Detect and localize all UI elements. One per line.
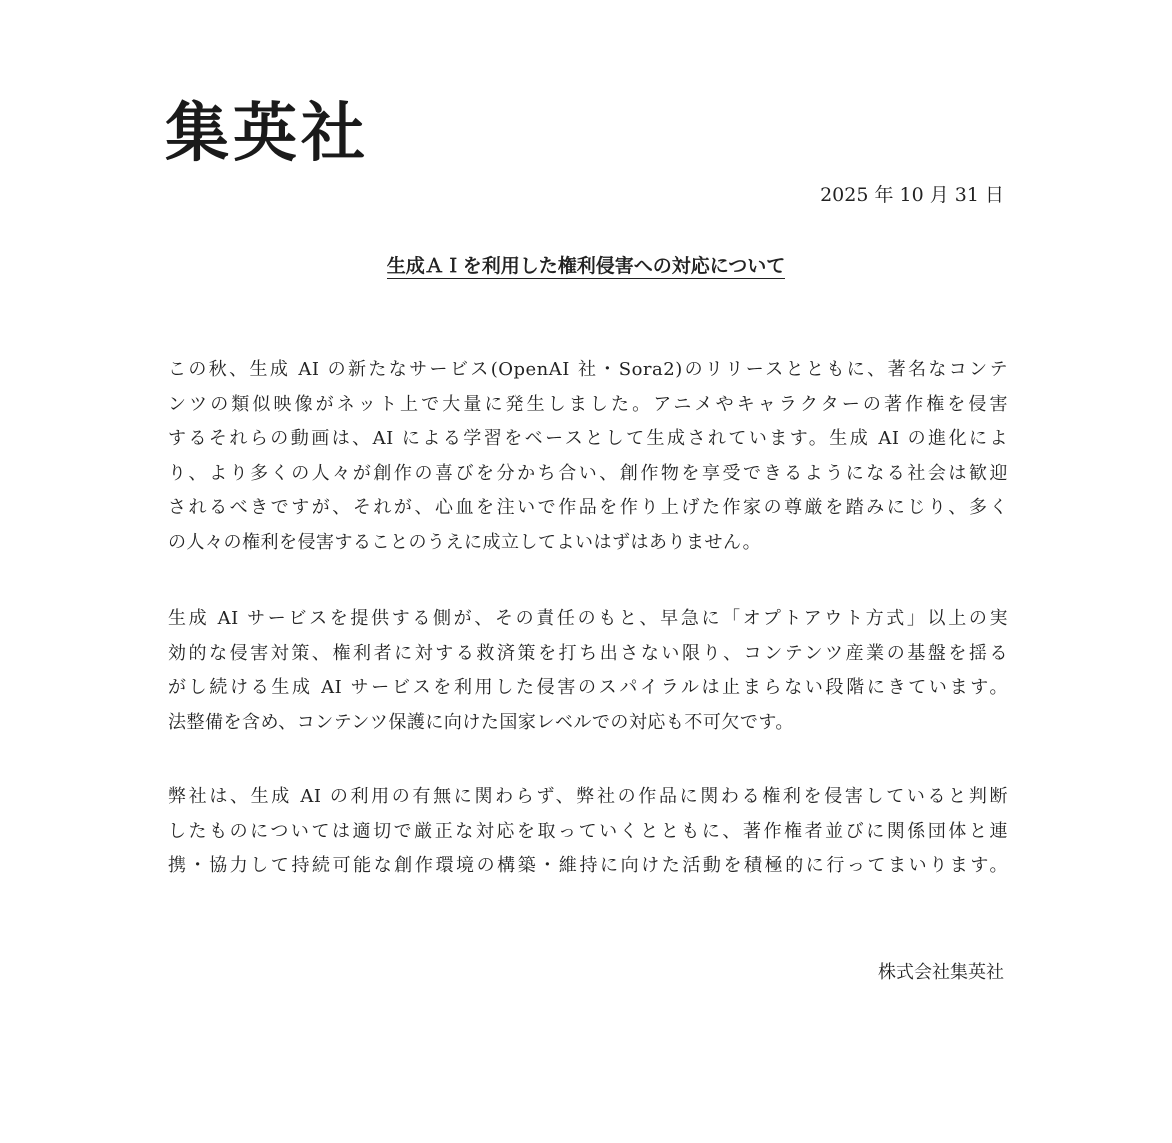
paragraph-line: り、より多くの人々が創作の喜びを分かち合い、創作物を享受できるようになる社会は歓迎	[168, 462, 1008, 484]
paragraph-line: 法整備を含め、コンテンツ保護に向けた国家レベルでの対応も不可欠です。	[168, 711, 794, 733]
paragraph-line: の人々の権利を侵害することのうえに成立してよいはずはありません。	[168, 531, 762, 553]
paragraph-3	[168, 780, 1008, 884]
paragraph-line: この秋、生成 AI の新たなサービス(OpenAI 社・Sora2)のリリースとともに、著名なコンテ	[168, 359, 1008, 380]
paragraph-line: 携・協力して持続可能な創作環境の構築・維持に向けた活動を積極的に行ってまいります。	[168, 855, 1008, 876]
paragraph-1	[168, 353, 1008, 560]
signature-company-name: 株式会社集英社	[878, 962, 1004, 983]
paragraph-line: ンツの類似映像がネット上で大量に発生しました。アニメやキャラクターの著作権を侵害	[168, 393, 1008, 415]
document-title	[0, 252, 1172, 280]
paragraph-line: 弊社は、生成 AI の利用の有無に関わらず、弊社の作品に関わる権利を侵害していると判断	[168, 786, 1008, 807]
paragraph-2	[168, 602, 1008, 740]
paragraph-line: 生成 AI サービスを提供する側が、その責任のもと、早急に「オプトアウト方式」以上の実	[168, 608, 1008, 629]
document-title-text: 生成ＡＩを利用した権利侵害への対応について	[386, 255, 786, 277]
company-logo: 集英社	[165, 96, 369, 171]
paragraph-line: 効的な侵害対策、権利者に対する救済策を打ち出さない限り、コンテンツ産業の基盤を揺る	[168, 642, 1008, 664]
paragraph-line: するそれらの動画は、AI による学習をベースとして生成されています。生成 AI の進化によ	[168, 428, 1008, 449]
paragraph-line: したものについては適切で厳正な対応を取っていくとともに、著作権者並びに関係団体と連	[168, 820, 1008, 842]
paragraph-line: されるべきですが、それが、心血を注いで作品を作り上げた作家の尊厳を踏みにじり、多く	[168, 497, 1008, 518]
document-date: 2025 年 10 月 31 日	[820, 184, 1004, 206]
paragraph-line: がし続ける生成 AI サービスを利用した侵害のスパイラルは止まらない段階にきています。	[168, 677, 1008, 698]
